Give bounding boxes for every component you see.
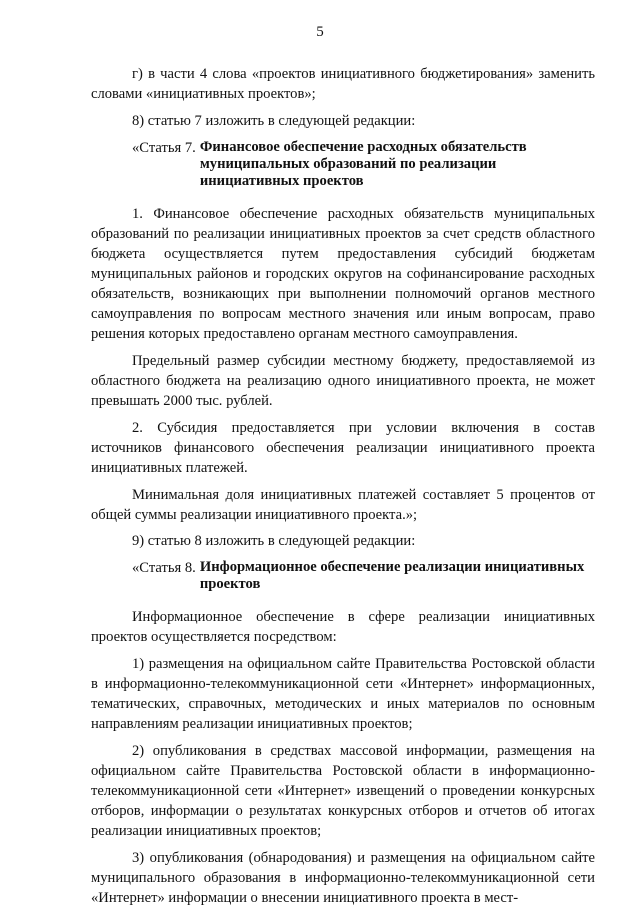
page-number: 5	[316, 24, 324, 40]
body-paragraph: 1. Финансовое обеспечение расходных обязательств муниципальных образований по реализации инициативных проектов за счет средств областного бюджета осуществляется путем предоставления субсидий бюджетам муниципальных районов и городских округов на софинансирование расходных обязательств, возникающих при выполнении полномочий органов местного самоуправления по вопросам местного значения или иным вопросам, право решения которых предоставлено органам местного самоуправления.	[91, 206, 595, 342]
article-7-title: Финансовое обеспечение расходных обязательств муниципальных образований по реализации инициативных проектов	[199, 139, 527, 189]
document-body	[91, 64, 595, 915]
article-8-title: Информационное обеспечение реализации инициативных проектов	[199, 559, 585, 592]
amendment-paragraph: 9) статью 8 изложить в следующей редакции:	[132, 533, 416, 549]
body-paragraph: Минимальная доля инициативных платежей составляет 5 процентов от общей суммы реализации инициативного проекта.»;	[91, 487, 595, 523]
amendment-paragraph: г) в части 4 слова «проектов инициативного бюджетирования» заменить словами «инициативных проектов»;	[91, 66, 595, 102]
article-7-heading	[91, 138, 595, 190]
article-8-label: «Статья 8.	[132, 560, 196, 576]
body-paragraph: Информационное обеспечение в сфере реализации инициативных проектов осуществляется посредством:	[91, 609, 595, 645]
list-item: 1) размещения на официальном сайте Правительства Ростовской области в информационно-телекоммуникационной сети «Интернет» информационных, тематических, справочных, методических и иных материалов по основным направлениям реализации инициативных проектов;	[91, 656, 595, 732]
list-item: 3) опубликования (обнародования) и размещения на официальном сайте муниципального образования в информационно-телекоммуникационной сети «Интернет» информации о внесении инициативного проекта в мест-	[91, 850, 595, 906]
body-paragraph: Предельный размер субсидии местному бюджету, предоставляемой из областного бюджета на реализацию одного инициативного проекта, не может превышать 2000 тыс. рублей.	[91, 353, 595, 409]
list-item: 2) опубликования в средствах массовой информации, размещения на официальном сайте Правительства Ростовской области в информационно-телекоммуникационной сети «Интернет» извещений о проведении конкурсных отборов, информации о результатах конкурсных отборов и отчетов об итогах реализации инициативных проектов;	[91, 743, 595, 839]
article-7-label: «Статья 7.	[132, 140, 196, 156]
body-paragraph: 2. Субсидия предоставляется при условии включения в состав источников финансового обеспечения реализации инициативного проекта инициативных платежей.	[91, 420, 595, 476]
amendment-paragraph: 8) статью 7 изложить в следующей редакции:	[132, 113, 416, 129]
article-8-heading	[91, 558, 595, 593]
